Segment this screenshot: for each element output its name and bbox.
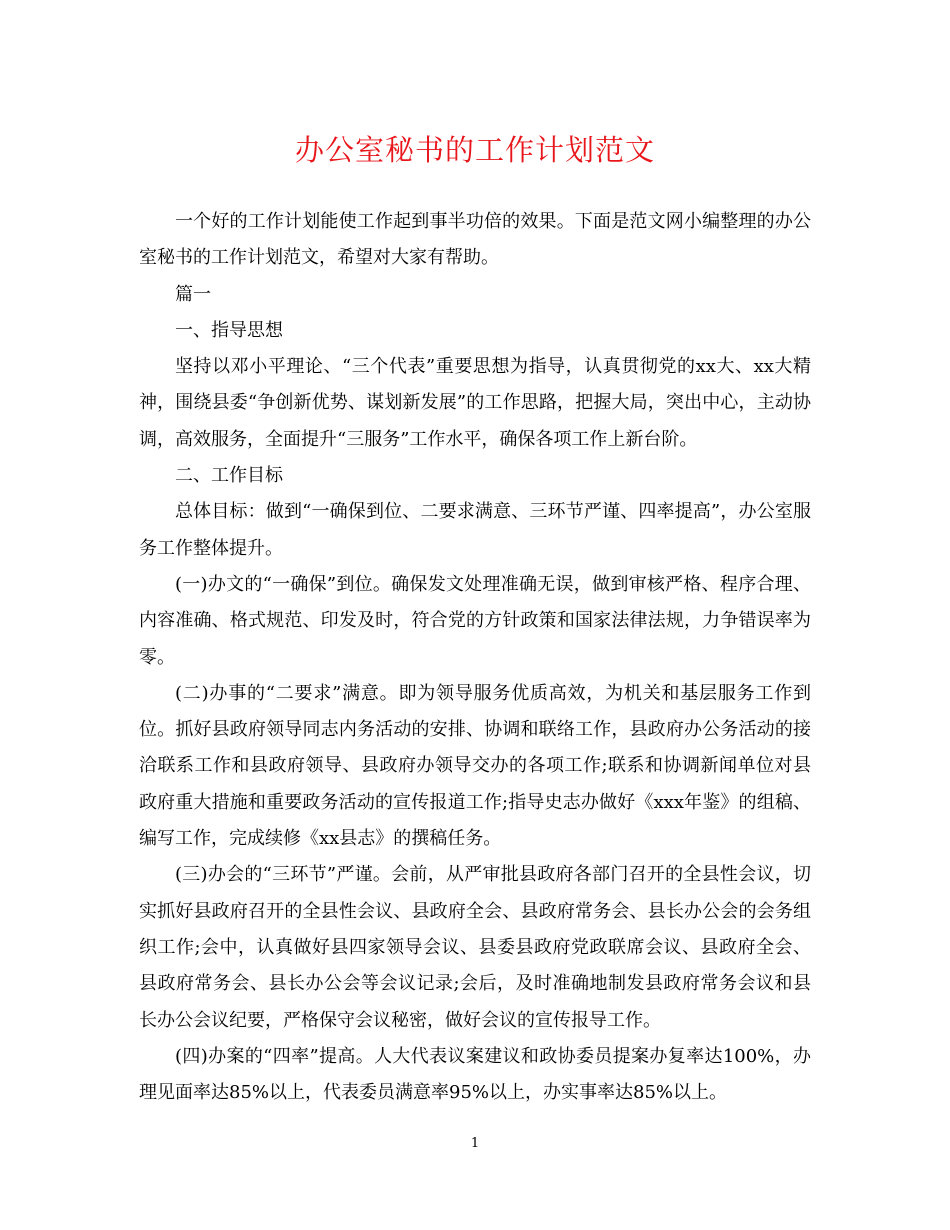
- paragraph-guiding-ideology: 坚持以邓小平理论、“三个代表”重要思想为指导，认真贯彻党的xx大、xx大精神，围绕县委“争创新优势、谋划新发展”的工作思路，把握大局，突出中心，主动协调，高效服务，全面提升“三服务”工作水平，确保各项工作上新台阶。: [139, 356, 811, 450]
- document-title: 办公室秘书的工作计划范文: [294, 133, 655, 167]
- section-heading-part-one: 篇一: [175, 283, 211, 305]
- intro-paragraph: 一个好的工作计划能使工作起到事半功倍的效果。下面是范文网小编整理的办公室秘书的工作计划范文，希望对大家有帮助。: [139, 211, 811, 269]
- paragraph-meeting-handling: (三)办会的“三环节”严谨。会前，从严审批县政府各部门召开的全县性会议，切实抓好县政府召开的全县性会议、县政府全会、县政府常务会、县长办公会的会务组织工作;会中，认真做好县四家领导会议、县委县政府党政联席会议、县政府全会、县政府常务会、县长办公会等会议记录;会后，及时准确地制发县政府常务会议和县长办公会议纪要，严格保守会议秘密，做好会议的宣传报导工作。: [139, 864, 811, 1031]
- document-body: [139, 204, 811, 1111]
- heading-guiding-ideology: 一、指导思想: [175, 319, 283, 341]
- page-number: 1: [470, 1136, 480, 1151]
- heading-work-goals: 二、工作目标: [175, 465, 283, 487]
- paragraph-proposal-handling: (四)办案的“四率”提高。人大代表议案建议和政协委员提案办复率达100%，办理见面率达85%以上，代表委员满意率95%以上，办实事率达85%以上。: [139, 1045, 811, 1104]
- paragraph-overall-goal: 总体目标：做到“一确保到位、二要求满意、三环节严谨、四率提高”，办公室服务工作整体提升。: [139, 501, 811, 559]
- paragraph-document-handling: (一)办文的“一确保”到位。确保发文处理准确无误，做到审核严格、程序合理、内容准确、格式规范、印发及时，符合党的方针政策和国家法律法规，力争错误率为零。: [139, 573, 811, 668]
- paragraph-affairs-handling: (二)办事的“二要求”满意。即为领导服务优质高效，为机关和基层服务工作到位。抓好县政府领导同志内务活动的安排、协调和联络工作，县政府办公务活动的接洽联系工作和县政府领导、县政府办领导交办的各项工作;联系和协调新闻单位对县政府重大措施和重要政务活动的宣传报道工作;指导史志办做好《xxx年鉴》的组稿、编写工作，完成续修《xx县志》的撰稿任务。: [139, 682, 811, 850]
